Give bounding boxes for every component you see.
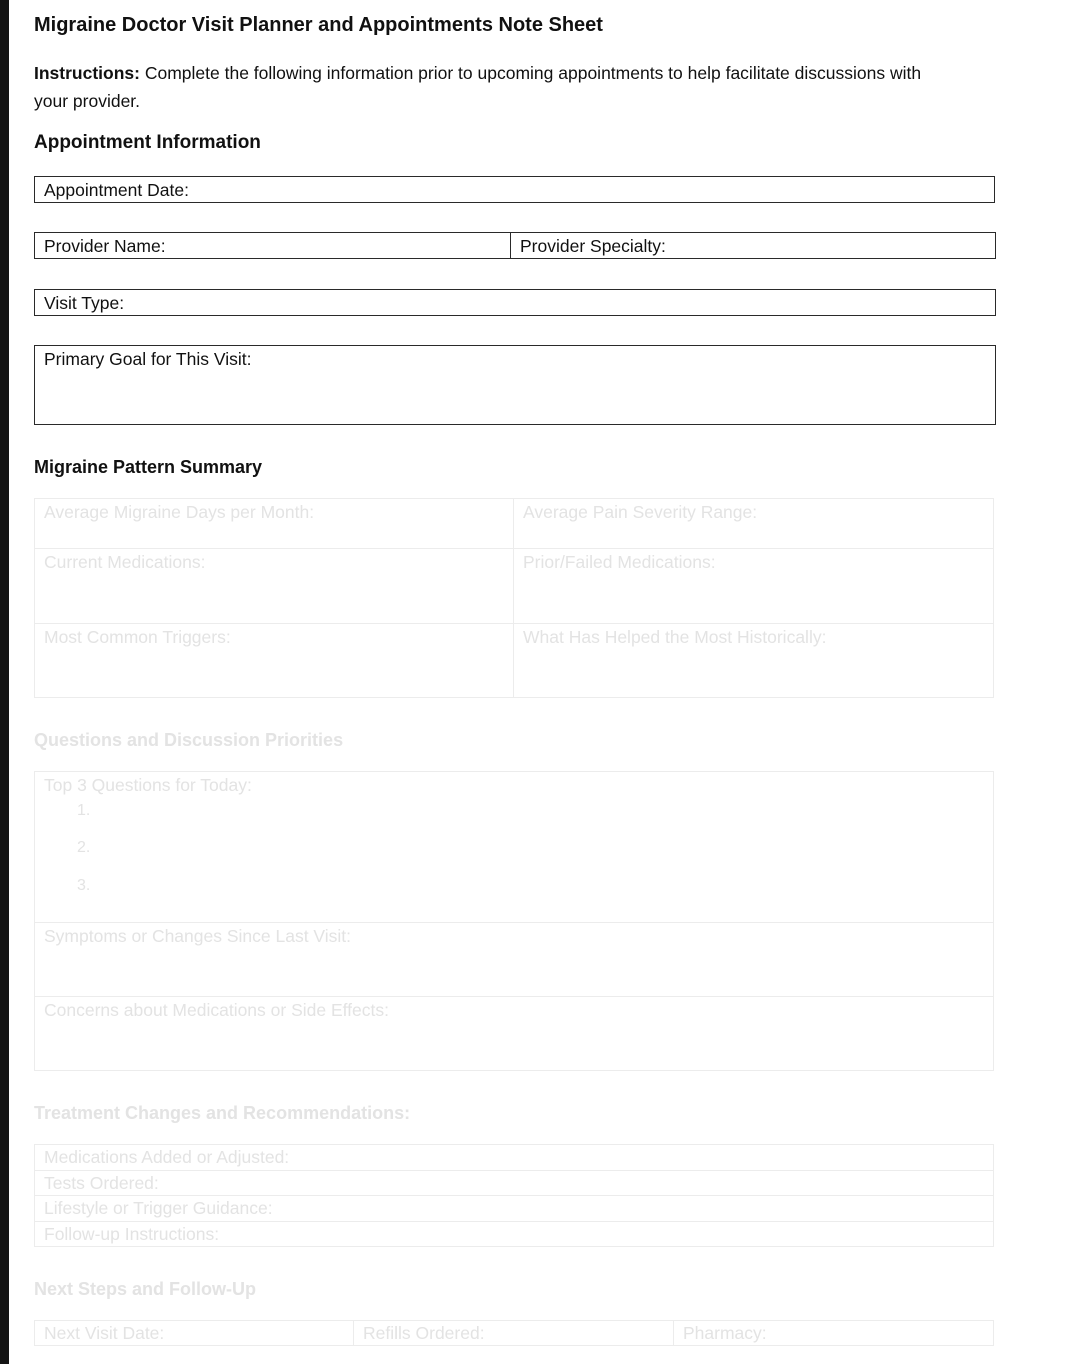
symptoms-label: Symptoms or Changes Since Last Visit: (44, 926, 352, 946)
avg-severity-label: Average Pain Severity Range: (523, 502, 758, 522)
provider-specialty-field[interactable] (510, 232, 996, 259)
followup-label: Follow-up Instructions: (44, 1224, 220, 1244)
provider-name-field[interactable] (34, 232, 511, 259)
next-steps-heading: Next Steps and Follow-Up (34, 1279, 257, 1299)
concerns-label: Concerns about Medications or Side Effects: (44, 1000, 390, 1020)
question-item-3: 3. (77, 877, 91, 894)
top-questions-label: Top 3 Questions for Today: (44, 775, 252, 795)
top-questions-field[interactable] (34, 771, 994, 923)
next-visit-field[interactable] (34, 1320, 354, 1346)
instructions-text: Complete the following information prior to upcoming appointments to help facilitate discussions with your provider. (34, 63, 922, 111)
meds-added-field[interactable] (34, 1144, 994, 1171)
provider-specialty-label: Provider Specialty: (520, 236, 666, 256)
pattern-heading: Migraine Pattern Summary (34, 457, 263, 477)
primary-goal-label: Primary Goal for This Visit: (44, 349, 252, 369)
instructions (34, 59, 934, 115)
page-title: Migraine Doctor Visit Planner and Appointments Note Sheet (34, 14, 603, 36)
triggers-field[interactable] (34, 623, 514, 698)
appointment-date-field[interactable] (34, 176, 995, 203)
triggers-label: Most Common Triggers: (44, 627, 231, 647)
tests-field[interactable] (34, 1170, 994, 1196)
next-visit-label: Next Visit Date: (44, 1323, 165, 1343)
refills-label: Refills Ordered: (363, 1323, 485, 1343)
treatment-heading: Treatment Changes and Recommendations: (34, 1103, 411, 1123)
pharmacy-label: Pharmacy: (683, 1323, 767, 1343)
pharmacy-field[interactable] (673, 1320, 994, 1346)
meds-added-label: Medications Added or Adjusted: (44, 1147, 290, 1167)
visit-type-label: Visit Type: (44, 293, 125, 313)
prior-meds-label: Prior/Failed Medications: (523, 552, 716, 572)
tests-label: Tests Ordered: (44, 1173, 159, 1193)
lifestyle-field[interactable] (34, 1195, 994, 1222)
concerns-field[interactable] (34, 996, 994, 1071)
visit-type-field[interactable] (34, 289, 996, 316)
appointment-heading: Appointment Information (34, 132, 261, 153)
questions-heading: Questions and Discussion Priorities (34, 730, 344, 750)
question-item-2: 2. (77, 839, 91, 856)
followup-field[interactable] (34, 1221, 994, 1247)
symptoms-field[interactable] (34, 922, 994, 997)
avg-days-label: Average Migraine Days per Month: (44, 502, 315, 522)
instructions-label: Instructions: (34, 63, 140, 83)
avg-severity-field[interactable] (513, 498, 994, 549)
lifestyle-label: Lifestyle or Trigger Guidance: (44, 1198, 273, 1218)
current-meds-field[interactable] (34, 548, 514, 624)
prior-meds-field[interactable] (513, 548, 994, 624)
left-edge-bar (0, 0, 9, 1364)
refills-field[interactable] (353, 1320, 674, 1346)
current-meds-label: Current Medications: (44, 552, 206, 572)
provider-name-label: Provider Name: (44, 236, 166, 256)
helped-label: What Has Helped the Most Historically: (523, 627, 827, 647)
question-item-1: 1. (77, 802, 91, 819)
helped-field[interactable] (513, 623, 994, 698)
avg-days-field[interactable] (34, 498, 514, 549)
appointment-date-label: Appointment Date: (44, 180, 189, 200)
primary-goal-field[interactable] (34, 345, 996, 425)
